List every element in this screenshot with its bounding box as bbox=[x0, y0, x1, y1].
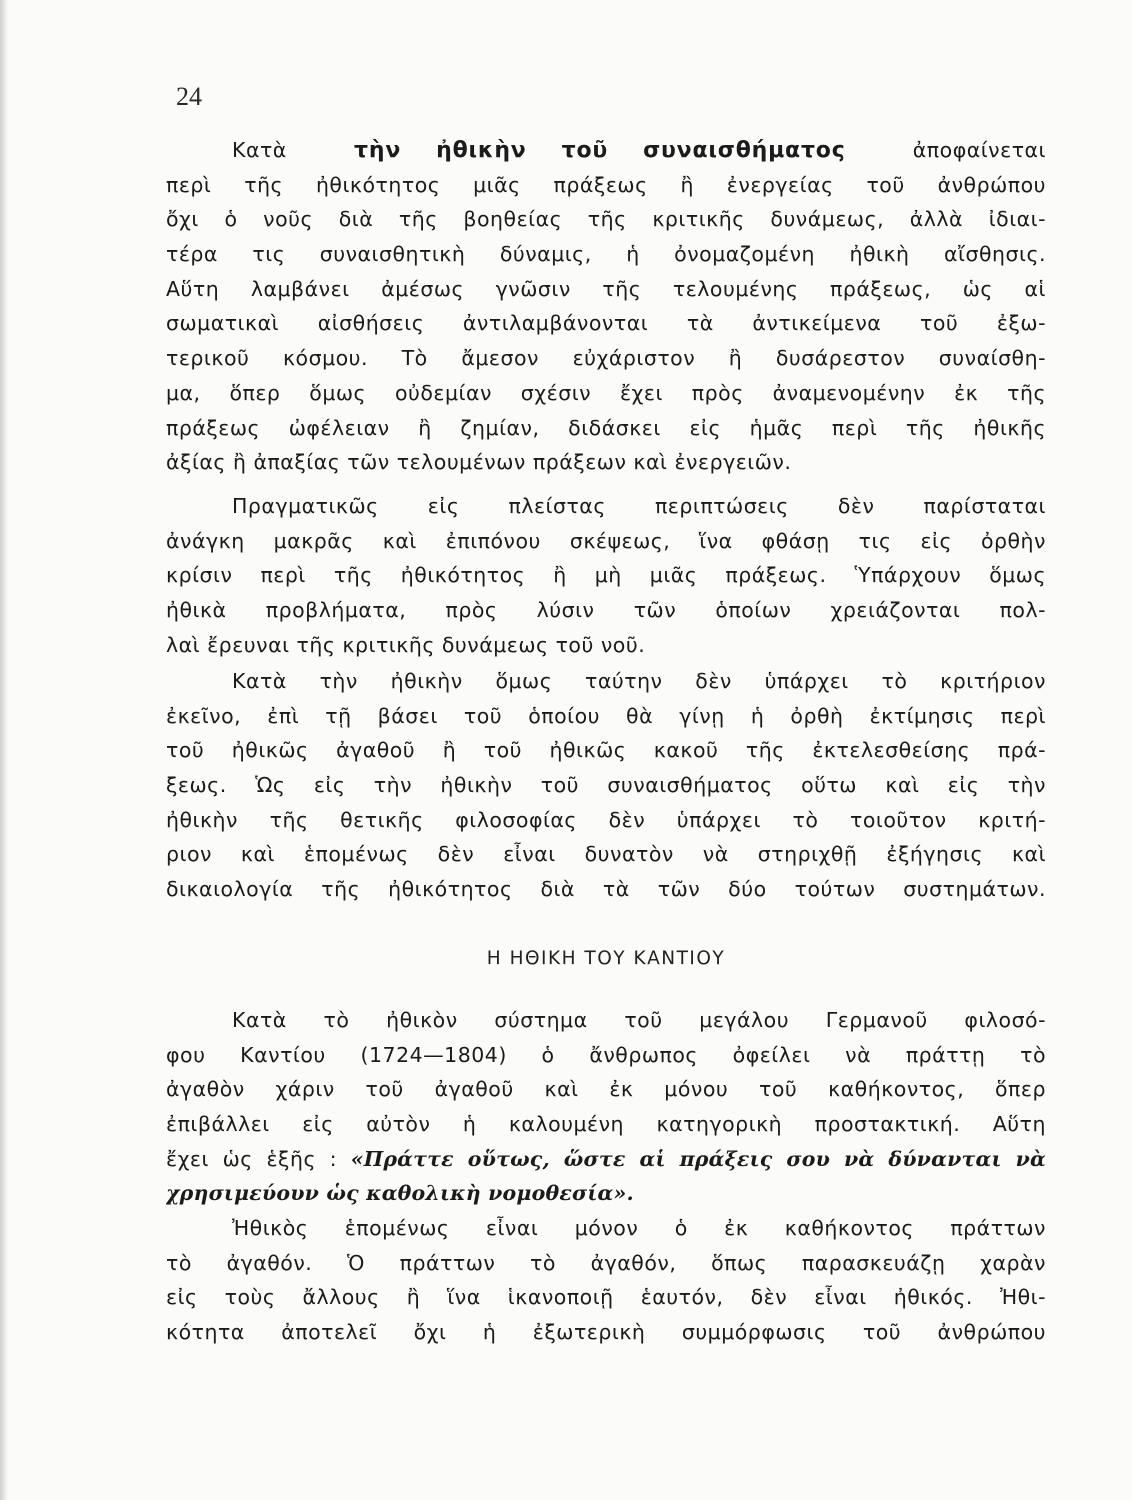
page-number: 24 bbox=[176, 82, 202, 111]
paragraph-line: κρίσιν περὶ τῆς ἠθικότητος ἢ μὴ μιᾶς πράξεως. Ὑπάρχουν ὅμως bbox=[166, 563, 1046, 588]
paragraph-line: ἐκεῖνο, ἐπὶ τῇ βάσει τοῦ ὁποίου θὰ γίνῃ ἡ ὀρθὴ ἐκτίμησις περὶ bbox=[166, 703, 1046, 728]
paragraph-line: μα, ὅπερ ὅμως οὐδεμίαν σχέσιν ἔχει πρὸς ἀναμενομένην ἐκ τῆς bbox=[166, 380, 1046, 405]
paragraph-line: τοῦ ἠθικῶς ἀγαθοῦ ἢ τοῦ ἠθικῶς κακοῦ τῆς ἐκτελεσθείσης πρά- bbox=[166, 738, 1046, 763]
paragraph-line: Αὕτη λαμβάνει ἀμέσως γνῶσιν τῆς τελουμένης πράξεως, ὡς αἱ bbox=[166, 276, 1046, 301]
paragraph-line: κότητα ἀποτελεῖ ὄχι ἡ ἐξωτερικὴ συμμόρφωσις τοῦ ἀνθρώπου bbox=[166, 1320, 1046, 1345]
paragraph-line: ἠθικὰ προβλήματα, πρὸς λύσιν τῶν ὁποίων χρειάζονται πολ- bbox=[166, 598, 1046, 623]
paragraph-line: λαὶ ἔρευναι τῆς κριτικῆς δυνάμεως τοῦ νοῦ. bbox=[166, 632, 646, 657]
categorical-imperative-quote: «Πράττε οὕτως, ὥστε αἱ πράξεις σου νὰ δύνανται νὰ bbox=[350, 1146, 1046, 1171]
section-heading: Η ΗΘΙΚΗ ΤΟΥ ΚΑΝΤΙΟΥ bbox=[486, 948, 726, 969]
paragraph-line: Κατὰ τὸ ἠθικὸν σύστημα τοῦ μεγάλου Γερμανοῦ φιλοσό- bbox=[232, 1008, 1046, 1032]
paragraph-line: πράξεως ὠφέλειαν ἢ ζημίαν, διδάσκει εἰς ἡμᾶς περὶ τῆς ἠθικῆς bbox=[166, 415, 1046, 440]
paragraph-line: τέρα τις συναισθητικὴ δύναμις, ἡ ὀνομαζομένη ἠθικὴ αἴσθησις. bbox=[166, 242, 1046, 267]
paragraph-line: τὸ ἀγαθόν. Ὁ πράττων τὸ ἀγαθόν, ὅπως παρασκευάζῃ χαρὰν bbox=[166, 1250, 1046, 1275]
paragraph-kant-system bbox=[166, 1003, 1046, 1211]
paragraph-line: τερικοῦ κόσμου. Τὸ ἄμεσον εὐχάριστον ἢ δυσάρεστον συναίσθη- bbox=[166, 346, 1046, 371]
paragraph-line: εἰς τοὺς ἄλλους ἢ ἵνα ἱκανοποιῇ ἑαυτόν, δὲν εἶναι ἠθικός. Ἠθι- bbox=[166, 1285, 1046, 1310]
paragraph-line: ριον καὶ ἑπομένως δὲν εἶναι δυνατὸν νὰ στηριχθῇ ἐξήγησις καὶ bbox=[166, 842, 1046, 867]
paragraph-ethics-of-sentiment bbox=[166, 133, 1046, 480]
paragraph-line: Κατὰ τὴν ἠθικὴν ὅμως ταύτην δὲν ὑπάρχει τὸ κριτήριον bbox=[232, 669, 1046, 693]
paragraph-line: ἠθικὴν τῆς θετικῆς φιλοσοφίας δὲν ὑπάρχει τὸ τοιοῦτον κριτή- bbox=[166, 807, 1046, 832]
paragraph-line: περὶ τῆς ἠθικότητος μιᾶς πράξεως ἢ ἐνεργείας τοῦ ἀνθρώπου bbox=[166, 172, 1046, 197]
paragraph-line: Ἠθικὸς ἑπομένως εἶναι μόνον ὁ ἐκ καθήκοντος πράττων bbox=[232, 1216, 1046, 1240]
paragraph-line: ἀξίας ἢ ἀπαξίας τῶν τελουμένων πράξεων καὶ ἐνεργειῶν. bbox=[166, 450, 792, 475]
paragraph-line: ξεως. Ὡς εἰς τὴν ἠθικὴν τοῦ συναισθήματος οὕτω καὶ εἰς τὴν bbox=[166, 773, 1046, 798]
paragraph-line bbox=[166, 1176, 1046, 1211]
paragraph-line: Πραγματικῶς εἰς πλείστας περιπτώσεις δὲν παρίσταται bbox=[232, 494, 1046, 518]
paragraph-line: ὄχι ὁ νοῦς διὰ τῆς βοηθείας τῆς κριτικῆς δυνάμεως, ἀλλὰ ἰδιαι- bbox=[166, 207, 1046, 232]
paragraph-line: φου Καντίου (1724—1804) ὁ ἄνθρωπος ὀφείλει νὰ πράττῃ τὸ bbox=[166, 1042, 1046, 1067]
paragraph-line: δικαιολογία τῆς ἠθικότητος διὰ τὰ τῶν δύο τούτων συστημάτων. bbox=[166, 877, 1046, 902]
categorical-imperative-quote-end: χρησιμεύουν ὡς καθολικὴ νομοθεσία». bbox=[166, 1181, 634, 1206]
emphasized-term: τὴν ἠθικὴν τοῦ συναισθήματος bbox=[354, 138, 846, 163]
paragraph-line: ἀγαθὸν χάριν τοῦ ἀγαθοῦ καὶ ἐκ μόνου τοῦ καθήκοντος, ὅπερ bbox=[166, 1077, 1046, 1102]
paragraph-line: ἀνάγκη μακρᾶς καὶ ἐπιπόνου σκέψεως, ἵνα φθάσῃ τις εἰς ὀρθὴν bbox=[166, 528, 1046, 553]
paragraph-line: σωματικαὶ αἰσθήσεις ἀντιλαμβάνονται τὰ ἀντικείμενα τοῦ ἐξω- bbox=[166, 311, 1046, 336]
paragraph-line: Κατὰ τὴν ἠθικὴν τοῦ συναισθήματος ἀποφαίνεται bbox=[232, 138, 1046, 163]
paragraph-practical-judgement bbox=[166, 489, 1046, 662]
scan-edge-shadow bbox=[0, 0, 8, 1500]
paragraph-no-criterion bbox=[166, 664, 1046, 907]
paragraph-moral-duty bbox=[166, 1211, 1046, 1350]
paragraph-line: ἔχει ὡς ἑξῆς : «Πράττε οὕτως, ὥστε αἱ πράξεις σου νὰ δύνανται νὰ bbox=[166, 1146, 1046, 1171]
paragraph-line: ἐπιβάλλει εἰς αὐτὸν ἡ καλουμένη κατηγορικὴ προστακτική. Αὕτη bbox=[166, 1112, 1046, 1137]
